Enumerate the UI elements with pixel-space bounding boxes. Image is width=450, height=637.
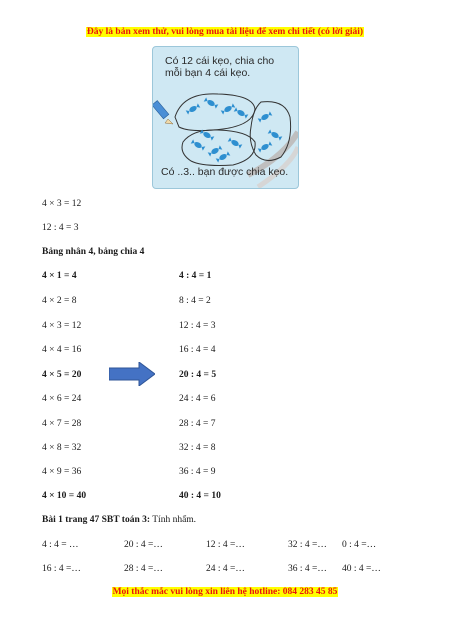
answer-value: 3 (183, 166, 190, 178)
division-fact: 16 : 4 = 4 (179, 345, 216, 355)
hotline-banner: Mọi thắc mắc vui lòng xin liên hệ hotline: 084 283 45 85 (112, 587, 338, 597)
multiplication-fact: 4 × 5 = 20 (42, 370, 82, 380)
exercise-item: 24 : 4 =… (206, 564, 245, 574)
exercise-item: 28 : 4 =… (124, 564, 163, 574)
division-fact: 4 : 4 = 1 (179, 271, 212, 281)
candy-icon (191, 139, 206, 151)
exercise-item: 36 : 4 =… (288, 564, 327, 574)
exercise-item: 32 : 4 =… (288, 540, 327, 550)
multiplication-fact: 4 × 3 = 12 (42, 321, 82, 331)
exercise-item: 20 : 4 =… (124, 540, 163, 550)
division-fact: 20 : 4 = 5 (179, 370, 217, 380)
answer-prefix: Có .. (161, 166, 184, 178)
intro-multiplication: 4 × 3 = 12 (42, 199, 82, 209)
exercise-title-bold: Bài 1 trang 47 SBT toán 3: (42, 515, 151, 525)
exercise-item: 12 : 4 =… (206, 540, 245, 550)
multiplication-fact: 4 × 8 = 32 (42, 443, 82, 453)
division-fact: 24 : 4 = 6 (179, 394, 216, 404)
candy-icon (234, 107, 249, 119)
candy-icon (221, 103, 236, 115)
illustration-answer (161, 166, 288, 179)
pencil-icon (153, 101, 173, 124)
illustration-text-line1: Có 12 cái kẹo, chia cho (165, 55, 275, 67)
candy-icon (228, 137, 243, 149)
multiplication-fact: 4 × 7 = 28 (42, 419, 82, 429)
candy-icon (268, 129, 283, 141)
candy-icon (258, 111, 273, 123)
division-fact: 12 : 4 = 3 (179, 321, 216, 331)
multiplication-fact: 4 × 9 = 36 (42, 467, 82, 477)
exercise-item: 4 : 4 = … (42, 540, 79, 550)
right-arrow-icon (109, 362, 155, 386)
division-fact: 36 : 4 = 9 (179, 467, 216, 477)
candy-icon (258, 141, 273, 153)
intro-division: 12 : 4 = 3 (42, 223, 79, 233)
table-heading: Bảng nhân 4, bảng chia 4 (42, 247, 145, 257)
multiplication-fact: 4 × 1 = 4 (42, 271, 77, 281)
division-fact: 28 : 4 = 7 (179, 419, 216, 429)
preview-banner: Đây là bản xem thử, vui lòng mua tài liệu để xem chi tiết (có lời giải) (86, 27, 364, 37)
exercise-item: 16 : 4 =… (42, 564, 81, 574)
multiplication-fact: 4 × 4 = 16 (42, 345, 82, 355)
candy-icon (200, 129, 215, 141)
exercise-title-rest: Tính nhẩm. (150, 515, 197, 525)
division-fact: 32 : 4 = 8 (179, 443, 216, 453)
exercise-title (42, 514, 196, 526)
exercise-item: 40 : 4 =… (342, 564, 381, 574)
multiplication-fact: 4 × 10 = 40 (42, 491, 87, 501)
candy-icon (208, 145, 223, 157)
illustration-text-line2: mỗi bạn 4 cái kẹo. (165, 67, 251, 79)
division-fact: 8 : 4 = 2 (179, 296, 211, 306)
candy-icon (204, 97, 219, 109)
candy-icon (216, 151, 231, 163)
candy-illustration (152, 46, 299, 189)
exercise-item: 0 : 4 =… (342, 540, 377, 550)
division-fact: 40 : 4 = 10 (179, 491, 221, 501)
candy-marks (186, 97, 283, 163)
candy-icon (186, 103, 201, 115)
multiplication-fact: 4 × 6 = 24 (42, 394, 82, 404)
answer-suffix: .. bạn được chia kẹo. (189, 166, 289, 178)
multiplication-fact: 4 × 2 = 8 (42, 296, 77, 306)
